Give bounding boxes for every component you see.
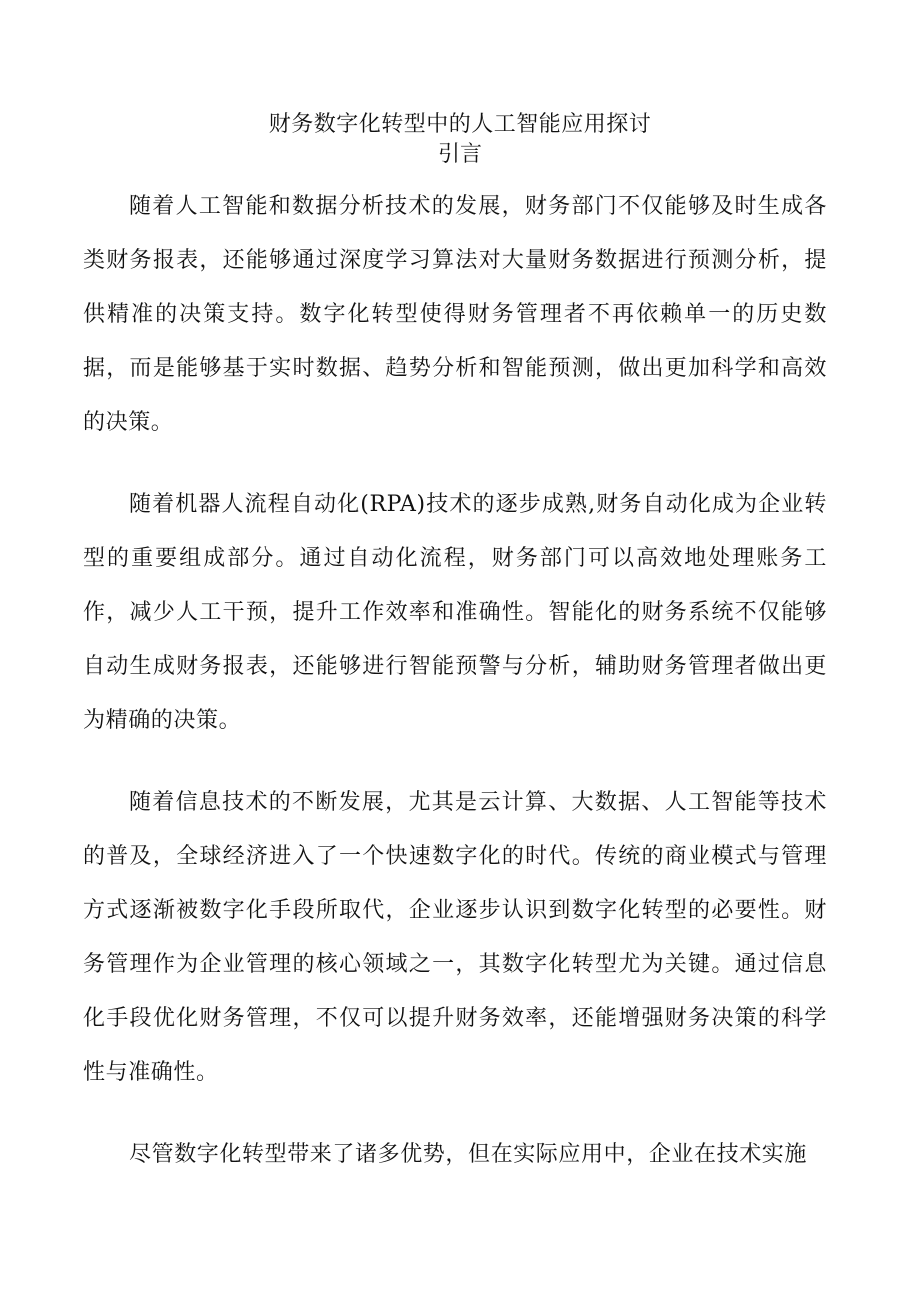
paragraph-3: 随着信息技术的不断发展，尤其是云计算、大数据、人工智能等技术的普及，全球经济进入了一个快速数字化的时代。传统的商业模式与管理方式逐渐被数字化手段所取代，企业逐步认识到数字化转型的必要性。财务管理作为企业管理的核心领域之一，其数字化转型尤为关键。通过信息化手段优化财务管理，不仅可以提升财务效率，还能增强财务决策的科学性与准确性。 (83, 790, 827, 1085)
section-heading: 引言 (437, 142, 482, 167)
document-title: 财务数字化转型中的人工智能应用探讨 (268, 112, 652, 137)
paragraph-1: 随着人工智能和数据分析技术的发展，财务部门不仅能够及时生成各类财务报表，还能够通过深度学习算法对大量财务数据进行预测分析，提供精准的决策支持。数字化转型使得财务管理者不再依赖单一的历史数据，而是能够基于实时数据、趋势分析和智能预测，做出更加科学和高效的决策。 (83, 194, 827, 435)
paragraph-2: 随着机器人流程自动化(RPA)技术的逐步成熟,财务自动化成为企业转型的重要组成部分。通过自动化流程，财务部门可以高效地处理账务工作，减少人工干预，提升工作效率和准确性。智能化的财务系统不仅能够自动生成财务报表，还能够进行智能预警与分析，辅助财务管理者做出更为精确的决策。 (83, 492, 827, 733)
paragraph-4: 尽管数字化转型带来了诸多优势，但在实际应用中，企业在技术实施 (129, 1142, 808, 1167)
document-body (83, 180, 827, 1210)
